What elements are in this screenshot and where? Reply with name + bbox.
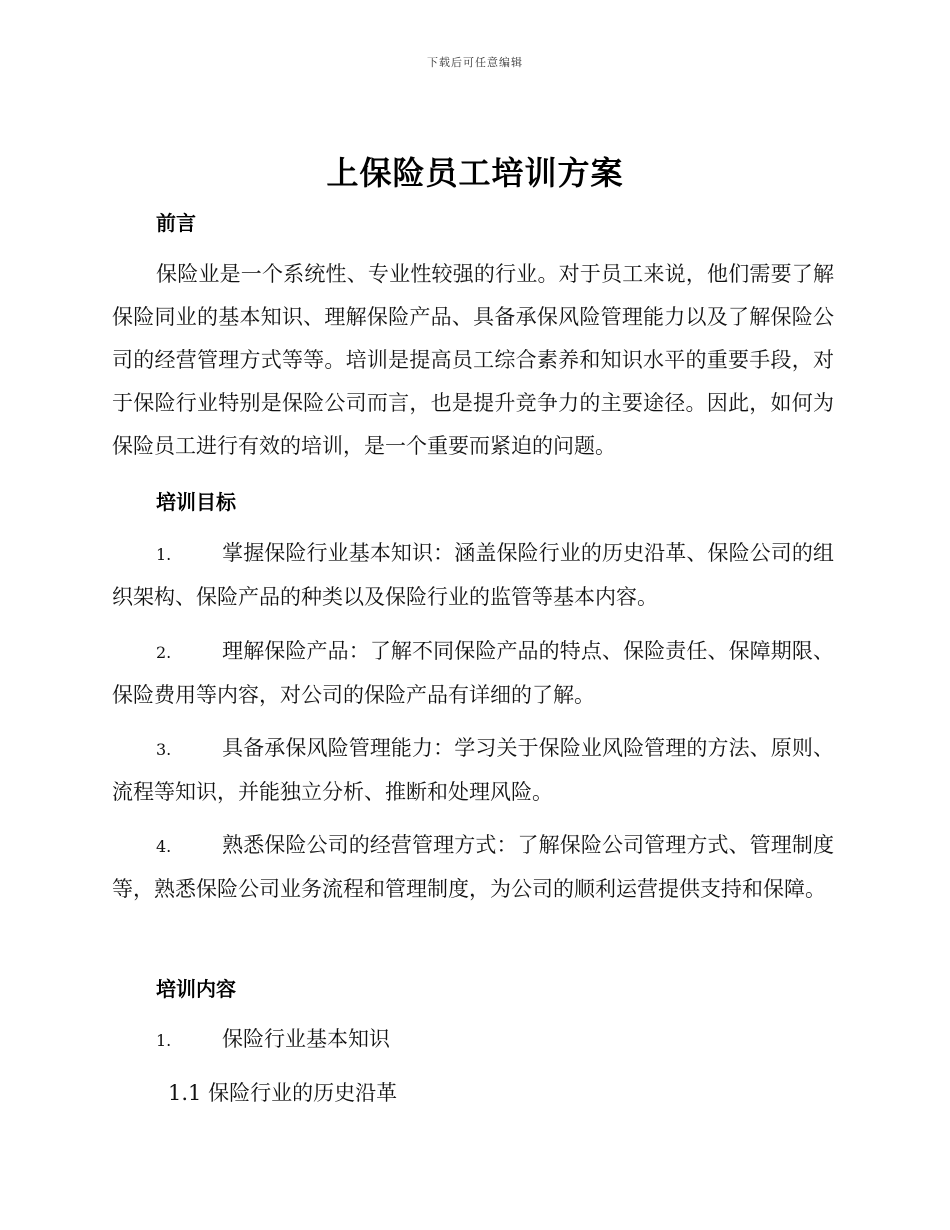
goal-item-number: 4. <box>156 837 172 856</box>
content-item-text: 保险行业基本知识 <box>222 1027 390 1051</box>
header-note: 下载后可任意编辑 <box>427 56 523 69</box>
goal-item-text: 理解保险产品：了解不同保险产品的特点、保险责任、保障期限、保险费用等内容，对公司的保险产品有详细的了解。 <box>112 639 834 707</box>
goal-item-1 <box>112 532 834 619</box>
preface-paragraph: 保险业是一个系统性、专业性较强的行业。对于员工来说，他们需要了解保险同业的基本知识、理解保险产品、具备承保风险管理能力以及了解保险公司的经营管理方式等等。培训是提高员工综合素养和知识水平的重要手段，对于保险行业特别是保险公司而言，也是提升竞争力的主要途径。因此，如何为保险员工进行有效的培训，是一个重要而紧迫的问题。 <box>112 262 834 458</box>
content-item-1 <box>112 1018 834 1062</box>
goal-item-2 <box>112 630 834 717</box>
goal-item-number: 1. <box>156 545 172 564</box>
goals-heading: 培训目标 <box>156 490 236 514</box>
goal-item-text: 掌握保险行业基本知识：涵盖保险行业的历史沿革、保险公司的组织架构、保险产品的种类以及保险行业的监管等基本内容。 <box>112 541 834 609</box>
content-heading: 培训内容 <box>156 977 236 1001</box>
goal-item-3 <box>112 727 834 814</box>
goal-item-text: 熟悉保险公司的经营管理方式：了解保险公司管理方式、管理制度等，熟悉保险公司业务流程和管理制度，为公司的顺利运营提供支持和保障。 <box>112 833 834 901</box>
goal-item-number: 2. <box>156 643 172 662</box>
document-title: 上保险员工培训方案 <box>326 154 624 192</box>
goal-item-4 <box>112 824 834 911</box>
content-item-number: 1. <box>156 1031 172 1050</box>
preface-heading: 前言 <box>156 211 196 235</box>
content-sub-item-1-1: 1.1 保险行业的历史沿革 <box>168 1081 398 1105</box>
goal-item-text: 具备承保风险管理能力：学习关于保险业风险管理的方法、原则、流程等知识，并能独立分析、推断和处理风险。 <box>112 736 834 804</box>
goal-item-number: 3. <box>156 740 172 759</box>
